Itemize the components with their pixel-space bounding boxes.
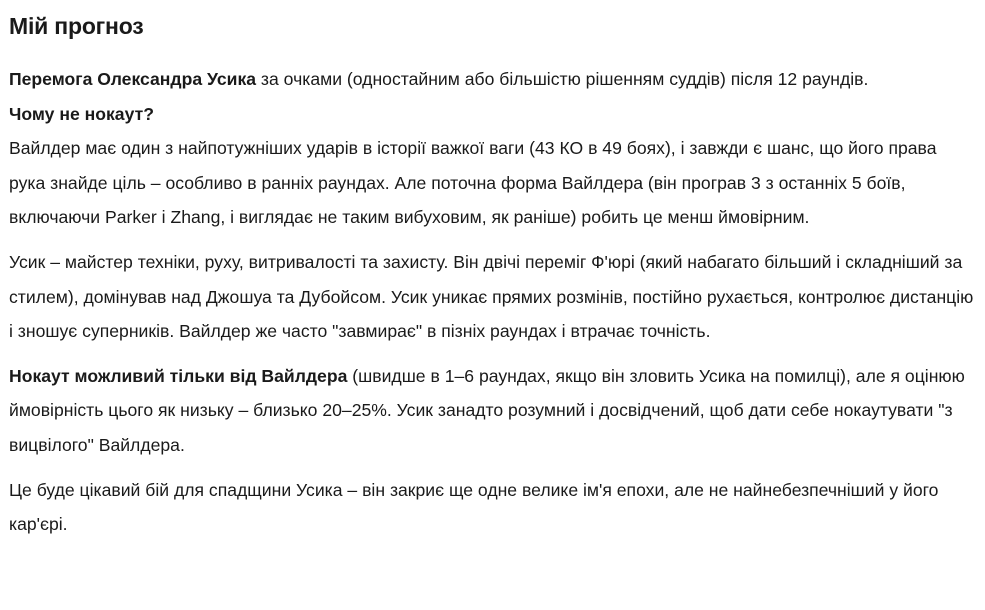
section-heading: Мій прогноз — [9, 13, 144, 39]
usyk-paragraph: Усик – майстер техніки, руху, витривалості та захисту. Він двічі переміг Ф'юрі (який набагато більший і складніший за стилем), домінував над Джошуа та Дубойсом. Усик уникає прямих розмінів, постійно рухається, контролює дистанцію і зношує суперників. Вайлдер же часто "завмирає" в пізніх раундах і втрачає точність. — [9, 251, 974, 342]
legacy-paragraph: Це буде цікавий бій для спадщини Усика – він закриє ще одне велике ім'я епохи, але не найнебезпечніший у його кар'єрі. — [9, 479, 939, 535]
verdict-bold: Перемога Олександра Усика — [9, 69, 257, 89]
wilder-paragraph: Вайлдер має один з найпотужніших ударів в історії важкої ваги (43 КО в 49 боях), і завжди є шанс, що його права рука знайде ціль – особливо в ранніх раундах. Але поточна форма Вайлдера (він програв 3 з останніх 5 боїв, включаючи Parker і Zhang, і виглядає не таким вибуховим, як раніше) робить це менш ймовірним. — [9, 138, 937, 228]
knockout-text: (швидше в 1–6 раундах, якщо він зловить Усика на помилці), але я оцінюю ймовірність цього як низьку – близько 20–25%. Усик занадто розумний і досвідчений, щоб дати себе нокаутувати "з вицвілого" Вайлдера. — [9, 365, 965, 455]
why-not-knockout-title — [9, 97, 975, 132]
knockout-paragraph — [9, 359, 975, 463]
verdict-paragraph — [9, 62, 975, 97]
why-title-bold: Чому не нокаут? — [9, 103, 154, 124]
verdict-text: за очками (одностайним або більшістю рішенням суддів) після 12 раундів. — [256, 69, 869, 89]
knockout-bold: Нокаут можливий тільки від Вайлдера — [9, 365, 348, 386]
